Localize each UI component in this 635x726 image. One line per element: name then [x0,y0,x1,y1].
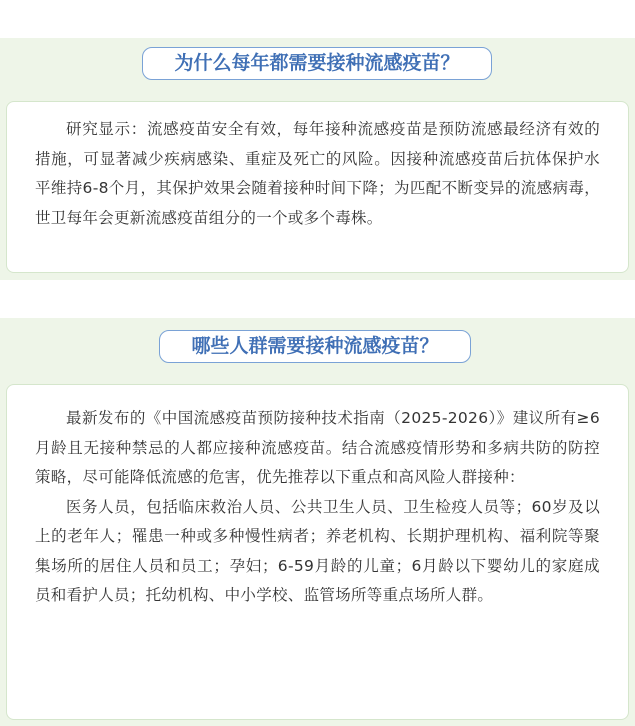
content-card [6,101,629,273]
body-paragraph: 研究显示：流感疫苗安全有效，每年接种流感疫苗是预防流感最经济有效的措施，可显著减少疾病感染、重症及死亡的风险。因接种流感疫苗后抗体保护水平维持6-8个月，其保护效果会随着接种时间下降；为匹配不断变异的流感病毒，世卫每年会更新流感疫苗组分的一个或多个毒株。 [35,120,600,227]
body-paragraph: 最新发布的《中国流感疫苗预防接种技术指南（2025-2026）》建议所有≥6月龄且无接种禁忌的人都应接种流感疫苗。结合流感疫情形势和多病共防的防控策略，尽可能降低流感的危害，优先推荐以下重点和高风险人群接种： [35,409,600,486]
content-card [6,384,629,720]
section-heading: 为什么每年都需要接种流感疫苗？ [142,47,492,80]
section-heading: 哪些人群需要接种流感疫苗？ [159,330,471,363]
target-groups-section [0,318,635,726]
why-annual-vaccination-section [0,38,635,280]
body-paragraph: 医务人员，包括临床救治人员、公共卫生人员、卫生检疫人员等；60岁及以上的老年人；罹患一种或多种慢性病者；养老机构、长期护理机构、福利院等聚集场所的居住人员和员工；孕妇；6-59月龄的儿童；6月龄以下婴幼儿的家庭成员和看护人员；托幼机构、中小学校、监管场所等重点场所人群。 [35,497,600,604]
